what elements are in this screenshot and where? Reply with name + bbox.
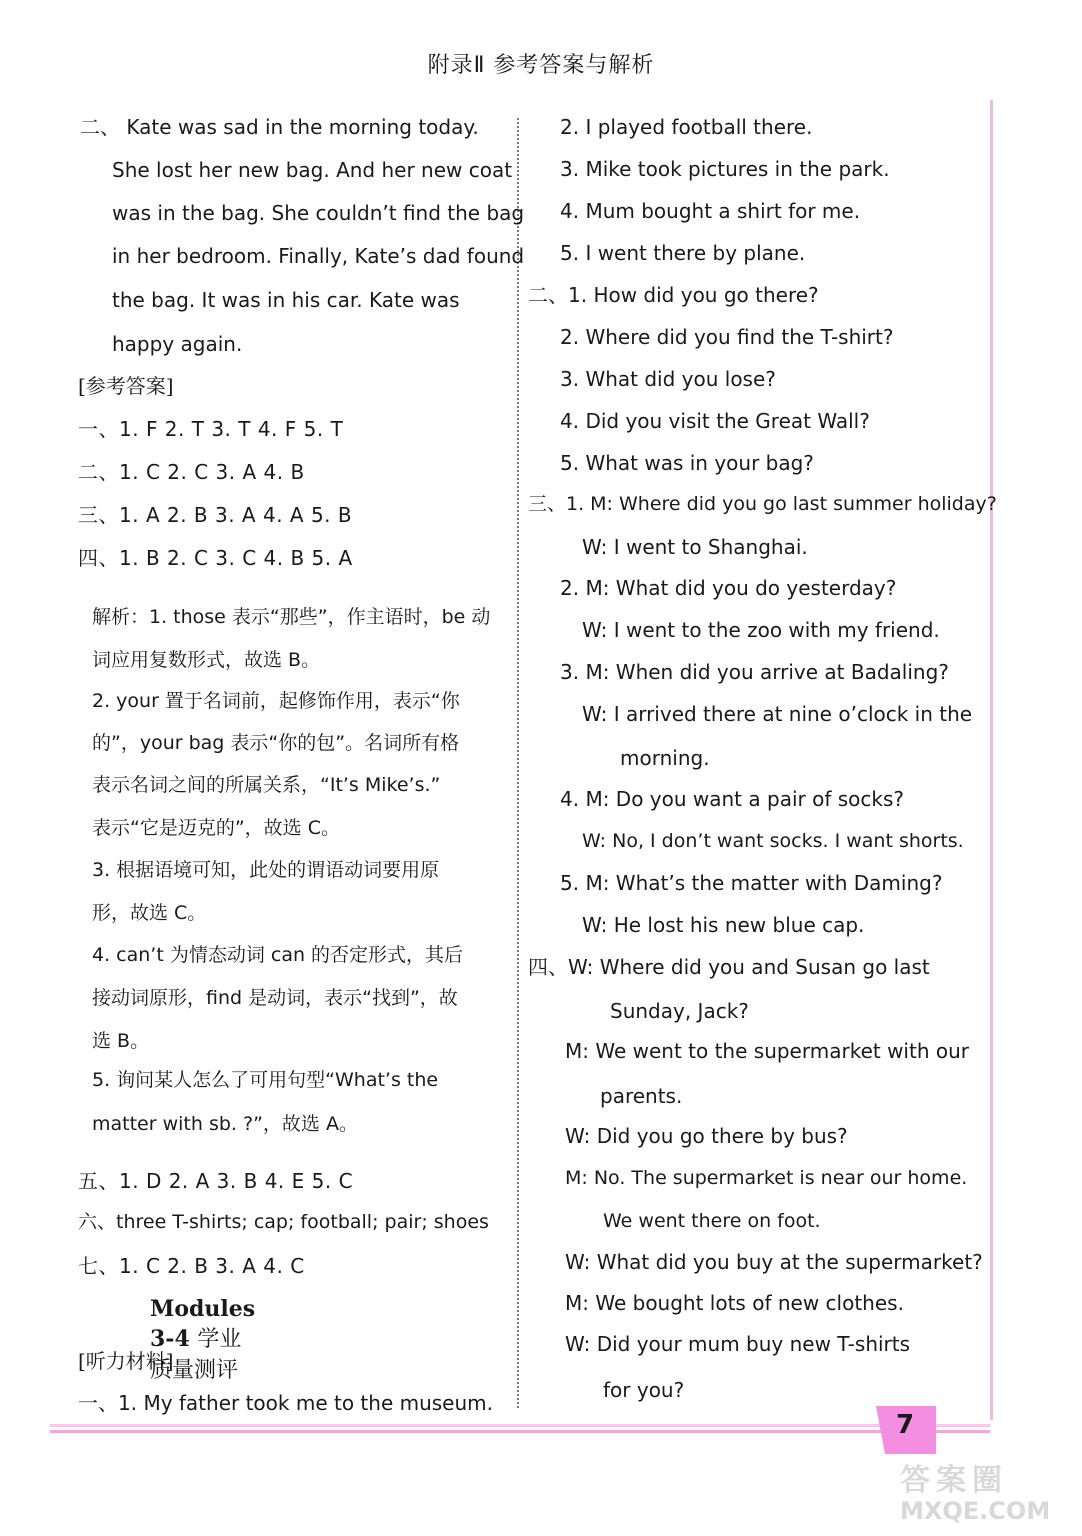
dialogue-line: W: Did your mum buy new T-shirts xyxy=(565,1332,911,1356)
dialogue-line: W: He lost his new blue cap. xyxy=(582,913,865,937)
dialogue-line: 5. M: What’s the matter with Daming? xyxy=(560,871,943,895)
page-number: 7 xyxy=(896,1410,915,1440)
analysis-line: 表示“它是迈克的”，故选 C。 xyxy=(92,817,340,839)
dialogue-line: W: No, I don’t want socks. I want shorts. xyxy=(582,830,964,852)
answer-line: 3. What did you lose? xyxy=(560,367,776,391)
analysis-line: 的”，your bag 表示“你的包”。名词所有格 xyxy=(92,732,460,754)
answer-line: 4. Did you visit the Great Wall? xyxy=(560,409,870,433)
watermark-text-cn: 答案圈 xyxy=(900,1463,1008,1498)
answer-row: 一、1. F 2. T 3. T 4. F 5. T xyxy=(78,417,344,441)
listening-label: [听力材料] xyxy=(78,1349,174,1373)
answer-line: 5. I went there by plane. xyxy=(560,241,806,265)
answer-line: 二、1. How did you go there? xyxy=(528,283,819,307)
dialogue-line: Sunday, Jack? xyxy=(610,999,749,1023)
analysis-line: 词应用复数形式，故选 B。 xyxy=(92,649,321,671)
analysis-line: matter with sb. ?”，故选 A。 xyxy=(92,1113,358,1135)
watermark-logo xyxy=(900,1463,1070,1532)
answer-line: 4. Mum bought a shirt for me. xyxy=(560,199,861,223)
passage-line: was in the bag. She couldn’t find the bag xyxy=(112,201,525,225)
passage-line: happy again. xyxy=(112,332,243,356)
answer-row: 六、three T-shirts; cap; football; pair; shoes xyxy=(78,1211,489,1233)
watermark-text-en: MXQE.COM xyxy=(900,1497,1051,1525)
dialogue-line: 3. M: When did you arrive at Badaling? xyxy=(560,660,949,684)
dialogue-line: 4. M: Do you want a pair of socks? xyxy=(560,787,904,811)
section-title-cn: 学业质量测评 xyxy=(150,1327,242,1383)
page-header: 附录Ⅱ 参考答案与解析 xyxy=(427,53,655,78)
dialogue-line: for you? xyxy=(603,1378,685,1402)
analysis-line: 4. can’t 为情态动词 can 的否定形式，其后 xyxy=(92,944,464,966)
answer-line: 2. Where did you find the T-shirt? xyxy=(560,325,894,349)
answer-row: 三、1. A 2. B 3. A 4. A 5. B xyxy=(78,503,353,527)
dialogue-line: W: I went to the zoo with my friend. xyxy=(582,618,940,642)
answer-line: 3. Mike took pictures in the park. xyxy=(560,157,890,181)
reference-answer-label: [参考答案] xyxy=(78,374,174,398)
listening-line: 一、1. My father took me to the museum. xyxy=(78,1391,493,1415)
page-edge-rule xyxy=(990,100,993,1420)
dialogue-line: M: No. The supermarket is near our home. xyxy=(565,1167,968,1189)
dialogue-line: 四、W: Where did you and Susan go last xyxy=(528,955,930,979)
answer-line: 2. I played football there. xyxy=(560,115,813,139)
column-divider xyxy=(517,118,519,1408)
analysis-line: 解析：1. those 表示“那些”，作主语时，be 动 xyxy=(92,606,491,628)
dialogue-line: W: I went to Shanghai. xyxy=(582,535,808,559)
answer-row: 七、1. C 2. B 3. A 4. C xyxy=(78,1254,305,1278)
section-title-en: Modules 3-4 xyxy=(150,1296,256,1352)
analysis-line: 选 B。 xyxy=(92,1030,150,1052)
answer-row: 五、1. D 2. A 3. B 4. E 5. C xyxy=(78,1169,354,1193)
analysis-line: 2. your 置于名词前，起修饰作用，表示“你 xyxy=(92,690,460,712)
analysis-line: 形，故选 C。 xyxy=(92,902,207,924)
dialogue-line: M: We bought lots of new clothes. xyxy=(565,1291,904,1315)
answer-line: 5. What was in your bag? xyxy=(560,451,814,475)
answer-row: 四、1. B 2. C 3. C 4. B 5. A xyxy=(78,546,353,570)
passage-line: in her bedroom. Finally, Kate’s dad found xyxy=(112,244,525,268)
passage-line: 二、 Kate was sad in the morning today. xyxy=(80,115,479,139)
answer-row: 二、1. C 2. C 3. A 4. B xyxy=(78,460,305,484)
passage-line: the bag. It was in his car. Kate was xyxy=(112,288,460,312)
dialogue-line: We went there on foot. xyxy=(603,1210,821,1232)
dialogue-line: 三、1. M: Where did you go last summer holiday? xyxy=(528,493,997,515)
analysis-line: 3. 根据语境可知，此处的谓语动词要用原 xyxy=(92,859,440,881)
analysis-line: 表示名词之间的所属关系，“It’s Mike’s.” xyxy=(92,774,441,796)
analysis-line: 5. 询问某人怎么了可用句型“What’s the xyxy=(92,1069,439,1091)
dialogue-line: parents. xyxy=(600,1084,683,1108)
dialogue-line: M: We went to the supermarket with our xyxy=(565,1039,969,1063)
analysis-line: 接动词原形，find 是动词，表示“找到”，故 xyxy=(92,987,458,1009)
dialogue-line: 2. M: What did you do yesterday? xyxy=(560,576,897,600)
dialogue-line: W: What did you buy at the supermarket? xyxy=(565,1250,983,1274)
footer-decoration xyxy=(50,1424,990,1436)
dialogue-line: W: Did you go there by bus? xyxy=(565,1124,848,1148)
dialogue-line: W: I arrived there at nine o’clock in the xyxy=(582,702,973,726)
dialogue-line: morning. xyxy=(620,746,710,770)
passage-line: She lost her new bag. And her new coat xyxy=(112,158,513,182)
